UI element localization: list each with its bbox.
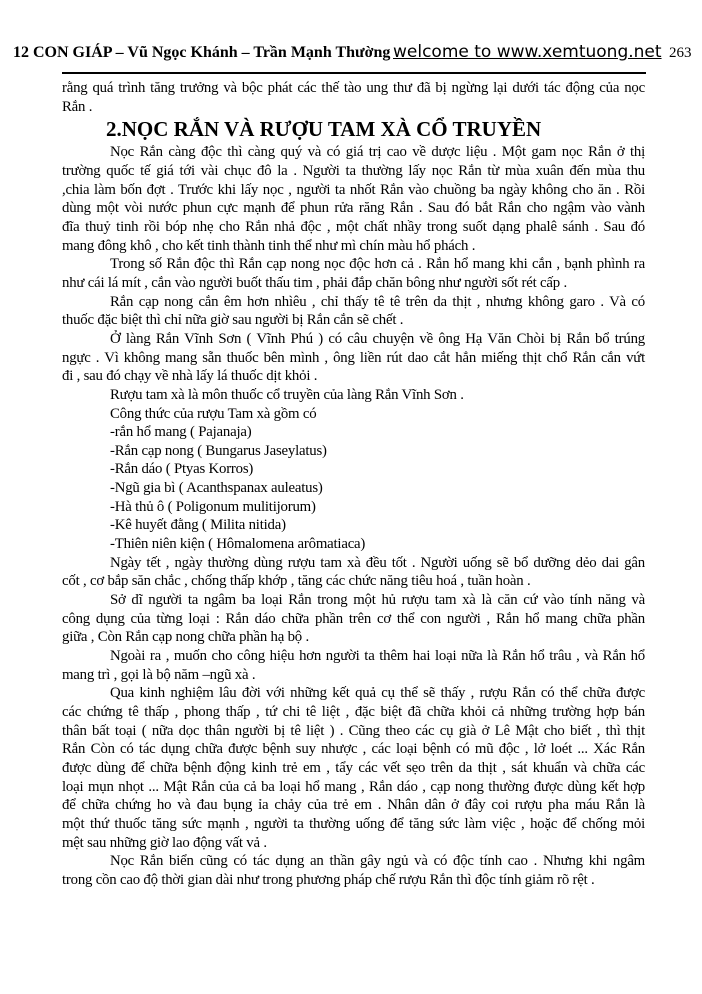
section-title: 2.NỌC RẮN VÀ RƯỢU TAM XÀ CỔ TRUYỀN — [106, 117, 542, 142]
text-line: Qua kinh nghiệm lâu đời với những kết quả cụ thể sẽ thấy , rượu Rắn có thể chữa được — [110, 685, 645, 702]
book-title: 12 CON GIÁP – Vũ Ngọc Khánh – Trần Mạnh Thường — [13, 44, 391, 61]
text-line: rằng quá trình tăng trưởng và bộc phát các thế tào ung thư đã bị ngừng lại dưới tác động của nọc — [62, 80, 645, 96]
text-line: Ngày tết , ngày thường dùng rượu tam xà đều tốt . Người uống sẽ bổ dưỡng dẻo dai gân — [110, 554, 645, 571]
text-line: cốt , cơ bắp săn chắc , chống thấp khớp , tăng các chức năng tiêu hoá , tuần hoàn . — [62, 573, 531, 590]
text-line: như cái lá mít , cắn vào người buốt thấu tim , phải đắp chăn bông như người sốt rét cấp . — [62, 274, 567, 291]
text-line: dùng một vòi nước phun cực mạnh để phun rửa răng Rắn . Sau đó bắt Rắn cho ngậm vào vành — [62, 200, 645, 217]
header-divider — [62, 72, 646, 74]
text-line: mang đông khô , cho kết tinh thành tinh thể như mì chín màu hổ phách . — [62, 237, 476, 254]
list-item: -Thiên niên kiện ( Hômalomena arômatiaca) — [110, 536, 366, 553]
page-body — [62, 79, 645, 890]
text-line: Rắn . — [62, 98, 93, 115]
list-item: -Ngũ gia bì ( Acanthspanax auleatus) — [110, 480, 323, 497]
text-line: trường quốc tế giá tới vài chục đô la . Người ta thường lấy nọc Rắn từ mùa xuân đến mùa thu — [62, 162, 645, 179]
text-line: thân bất toại ( nữa dọc thân người bị tê liệt ) . Cũng theo các cụ già ở Lê Mật cho biết , thì thịt — [62, 722, 645, 739]
text-line: Rắn cạp nong cắn êm hơn nhìêu , chỉ thấy tê tê trên da thịt , nhưng không garo . Và có — [110, 293, 645, 310]
text-line: Trong số Rắn độc thì Rắn cạp nong nọc độc hơn cả . Rắn hổ mang khi cắn , bạnh phình ra — [110, 256, 645, 273]
list-item: -Rắn cạp nong ( Bungarus Jaseylatus) — [110, 442, 327, 459]
text-line: đi , sau đó chạy về nhà lấy lá thuốc dịt khỏi . — [62, 368, 318, 385]
text-line: một thứ thuốc tăng sức mạnh , người ta thường uống để tăng sức làm việc , hoặc để chống mỏi — [62, 815, 645, 832]
text-line: loại mụn nhọt ... Mật Rắn của cả ba loại hổ mang , Rắn dáo , cạp nong thường được dùng kết hợp — [62, 778, 645, 795]
text-line: giữa , Còn Rắn cạp nong chữa phần hạ bộ . — [62, 629, 309, 646]
text-line: ,chia làm bốn đợt . Trước khi lấy nọc , người ta nhốt Rắn vào chuồng ba ngày không cho ăn . Rồi — [62, 181, 645, 198]
text-line: Nọc Rắn càng độc thì càng quý và có giá trị cao về dược liệu . Một gam nọc Rắn ở thị — [110, 144, 645, 161]
text-line: ngực . Vì không mang sẵn thuốc bên mình , ông liền rút dao cắt hẳn miếng thịt chổ Rắn cắn vứt — [62, 349, 645, 366]
text-line: mang trì , gọi là bộ năm –ngũ xà . — [62, 666, 256, 683]
text-line: trong cồn cao độ thời gian dài như trong phương pháp chế rượu Rắn thì độc tính giảm rõ rệt . — [62, 871, 595, 888]
text-line: các chứng tê thấp , phong thấp , tứ chi tê liệt , đặc biệt đã chữa khỏi cả những trường hợp bán — [62, 704, 645, 720]
page-number: 263 — [669, 45, 692, 61]
text-line: được dùng để chữa bệnh động kinh trẻ em , tẩy các vết sẹo trên da thịt , sát khuẩn và chữa các — [62, 759, 645, 776]
list-item: -rắn hổ mang ( Pajanaja) — [110, 424, 252, 441]
list-item: -Kê huyết đằng ( Milita nitida) — [110, 517, 286, 534]
text-line: để chữa chứng ho và đau bụng ỉa chảy của trẻ em . Nhân dân ở đây coi rượu pha máu Rắn là — [62, 797, 645, 814]
text-line: Sở dĩ người ta ngâm ba loại Rắn trong một hủ rượu tam xà là căn cứ vào tính năng và — [110, 592, 645, 609]
text-line: Công thức của rượu Tam xà gồm có — [110, 405, 317, 422]
list-item: -Rắn dáo ( Ptyas Korros) — [110, 461, 254, 478]
text-line: thuốc đặc biệt thì chỉ nữa giờ sau người bị Rắn cắn sẽ chết . — [62, 312, 404, 329]
text-line: Rượu tam xà là môn thuốc cổ truyền của làng Rắn Vĩnh Sơn . — [110, 386, 464, 403]
text-line: mệt sau những giờ lao động vất vả . — [62, 834, 267, 851]
text-line: công dụng của từng loại : Rắn dáo chữa phần trên cơ thể con người , Rắn hổ mang chữa phần — [62, 610, 645, 627]
list-item: -Hà thủ ô ( Poligonum mulitijorum) — [110, 498, 316, 515]
text-line: Rắn Còn có tác dụng chữa được bệnh suy nhược , các loại bệnh có mũ độc , lở loét ... Xác Rắn — [62, 741, 645, 758]
text-line: Nọc Rắn biển cũng có tác dụng an thần gây ngủ và có độc tính cao . Nhưng khi ngâm — [110, 853, 645, 870]
text-line: Ngoài ra , muốn cho công hiệu hơn người ta thêm hai loại nữa là Rắn hổ trâu , và Rắn hổ — [110, 648, 645, 665]
site-link[interactable]: welcome to www.xemtuong.net — [393, 42, 662, 62]
text-line: đĩa thuỷ tinh rồi bóp nhẹ cho Rắn nhả độc , một chất nhầy trong suốt dạng phalê sánh . Sau đó — [62, 218, 645, 235]
text-line: Ở làng Rắn Vĩnh Sơn ( Vĩnh Phú ) có câu chuyện về ông Hạ Văn Chòi bị Rắn bổ trúng — [110, 330, 645, 347]
